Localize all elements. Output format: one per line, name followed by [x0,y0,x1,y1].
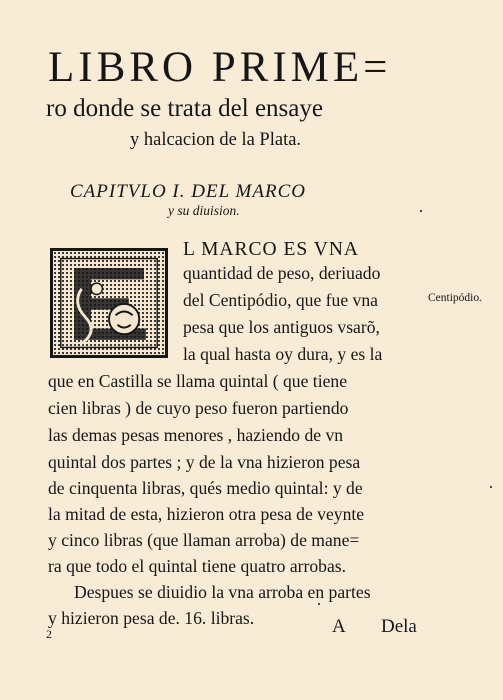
body-line: Despues se diuidio la vna arroba en partes [74,582,371,602]
body-line: ra que todo el quintal tiene quatro arrobas. [48,556,347,576]
signature-mark: 2 [46,627,52,641]
chapter-heading: CAPITVLO I. DEL MARCO [70,181,306,202]
ink-speck [420,210,422,212]
subtitle-line-1: ro donde se trata del ensaye [46,95,323,122]
ornament-e-icon [53,251,165,355]
ink-speck [490,486,492,488]
catchword: Dela [381,616,417,637]
body-line: las demas pesas menores , haziendo de vn [48,425,344,445]
body-line: y hizieron pesa de. 16. libras. [48,608,255,628]
body-line: la qual hasta oy dura, y es la [183,344,383,364]
ink-speck [318,603,320,605]
body-line: L MARCO ES VNA [183,239,359,260]
ornamental-initial-e [50,248,168,358]
body-line: y cinco libras (que llaman arroba) de mane= [48,530,360,550]
body-line: del Centipódio, que fue vna [183,290,378,310]
body-line: quantidad de peso, deriuado [183,263,381,283]
body-line: la mitad de esta, hizieron otra pesa de veynte [48,504,365,524]
sheet-mark: A [332,616,346,637]
chapter-subheading: y su diuision. [168,203,240,218]
subtitle-line-2: y halcacion de la Plata. [130,130,302,150]
body-line: pesa que los antiguos vsarõ, [183,317,380,337]
body-line: cien libras ) de cuyo peso fueron partiendo [48,398,349,418]
margin-note: Centipódio. [428,292,482,304]
body-line: que en Castilla se llama quintal ( que tiene [48,371,347,391]
body-line: de cinquenta libras, qués medio quintal: y de [48,478,363,498]
body-line: quintal dos partes ; y de la vna hizieron pesa [48,452,361,472]
book-title: LIBRO PRIME= [48,44,392,91]
